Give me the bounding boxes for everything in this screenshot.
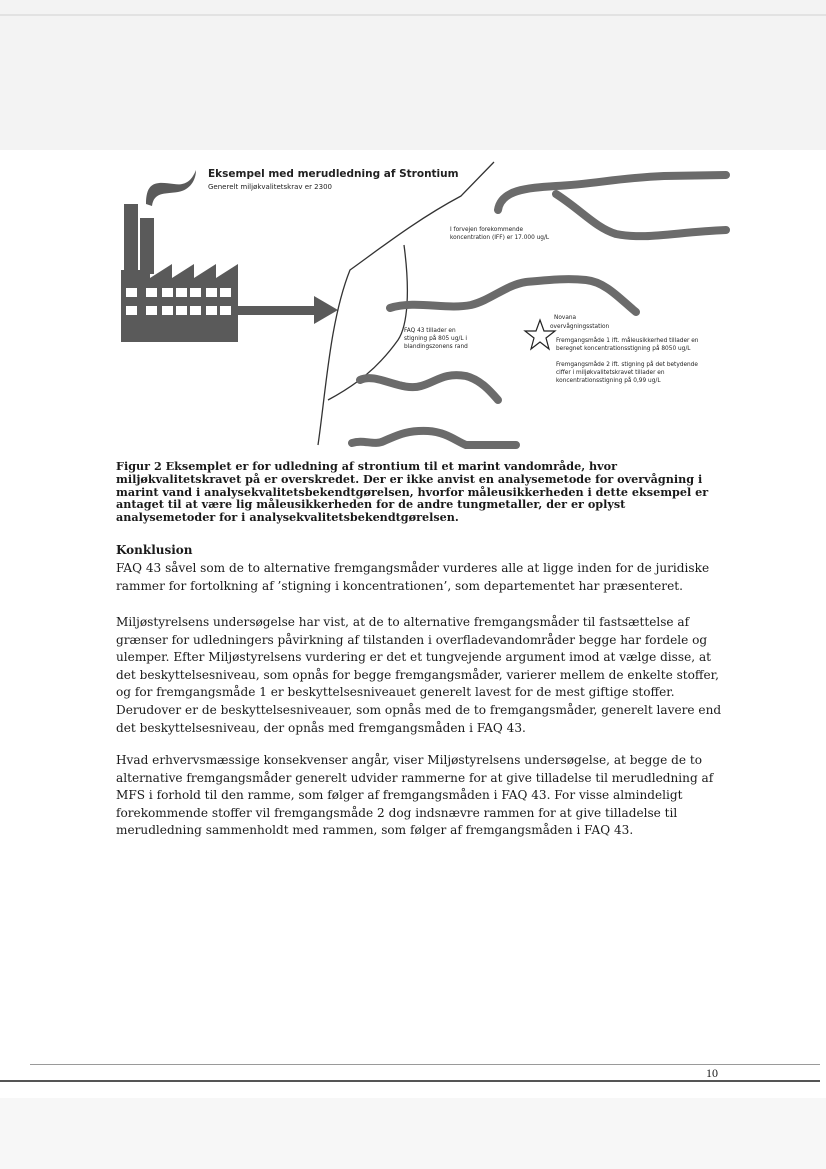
label-method1-line2: beregnet koncentrationsstigning på 8050 ug/L [556, 346, 691, 352]
scan-bottom-band [0, 1098, 826, 1169]
scan-top-band [0, 0, 826, 150]
conclusion-heading: Konklusion [116, 543, 193, 557]
conclusion-paragraph-3: Hvad erhvervsmæssige konsekvenser angår, viser Miljøstyrelsens undersøgelse, at begge de to alternative fremgangsmåder generelt udvider rammerne for at give tilladelse til merudledning af MFS i forhold til den ramme, som følger af fremgangsmåden i FAQ 43. For visse almindeligt forekommende stoffer vil fremgangsmåde 2 dog indsnævre rammen for at give tilladelse til merudledning sammenholdt med rammen, som følger af fremgangsmåden i FAQ 43. [116, 753, 714, 838]
figure-title: Eksempel med merudledning af Strontium [208, 168, 459, 180]
label-station-line2: overvågningsstation [550, 324, 610, 330]
label-method2-line3: koncentrationsstigning på 0,99 ug/L [556, 378, 661, 384]
footer-rule [0, 1080, 820, 1082]
conclusion-paragraph-1: FAQ 43 såvel som de to alternative fremgangsmåder vurderes alle at ligge inden for de juridiske rammer for fortolkning af ’stigning i koncentrationen’, som departementet har præsenteret. [116, 561, 710, 593]
footer-rule-top [30, 1064, 820, 1065]
river-bands [352, 175, 726, 445]
smoke-plume [146, 170, 196, 206]
strontium-discharge-figure [116, 160, 736, 450]
conclusion-paragraph-2: Miljøstyrelsens undersøgelse har vist, at de to alternative fremgangsmåder til fastsættelse af grænser for udledningers påvirkning af tilstanden i overfladevandområder begge har fordele og ulemper. Efter Miljøstyrelsens vurdering er det et tungvejende argument imod at vælge disse, at det beskyttelsesniveau, som opnås for begge fremgangsmåder, varierer mellem de enkelte stoffer, og for fremgangsmåde 1 er beskyttelsesniveauet generelt lavest for de mest giftige stoffer. Derudover er de beskyttelsesniveauer, som opnås med de to fremgangsmåder, generelt lavere end det beskyttelsesniveau, der opnås med fremgangsmåden i FAQ 43. [116, 615, 722, 735]
label-iff-line1: I forvejen forekommende [450, 227, 524, 233]
figure-caption: Figur 2 Eksemplet er for udledning af strontium til et marint vandområde, hvor miljøkvalitetskravet på er overskredet. Der er ikke anvist en analysemetode for overvågning i marint vand i analysekvalitetsbekendtgørelsen, hvorfor måleusikkerheden i dette eksempel er antaget til at være lig måleusikkerheden for de andre tungmetaller, der er oplyst analysemetoder for i analysekvalitetsbekendtgørelsen. [116, 459, 709, 525]
label-method2-line1: Fremgangsmåde 2 ift. stigning på det betydende [556, 362, 698, 368]
label-iff-line2: koncentration (IFF) er 17.000 ug/L [450, 235, 550, 241]
label-method1-line1: Fremgangsmåde 1 ift. måleusikkerhed tillader en [556, 338, 699, 344]
label-faq-line2: stigning på 805 ug/L i [404, 336, 468, 342]
factory-icon [121, 204, 238, 342]
arrow-right-icon [238, 296, 338, 324]
label-faq-line3: blandingszonens rand [404, 344, 468, 350]
label-station-line1: Novana [554, 315, 577, 321]
figure-subtitle: Generelt miljøkvalitetskrav er 2300 [208, 183, 332, 191]
page-number: 10 [706, 1066, 718, 1080]
label-faq-line1: FAQ 43 tillader en [404, 328, 456, 334]
label-method2-line2: ciffer i miljøkvalitetskravet tillader en [556, 370, 665, 376]
